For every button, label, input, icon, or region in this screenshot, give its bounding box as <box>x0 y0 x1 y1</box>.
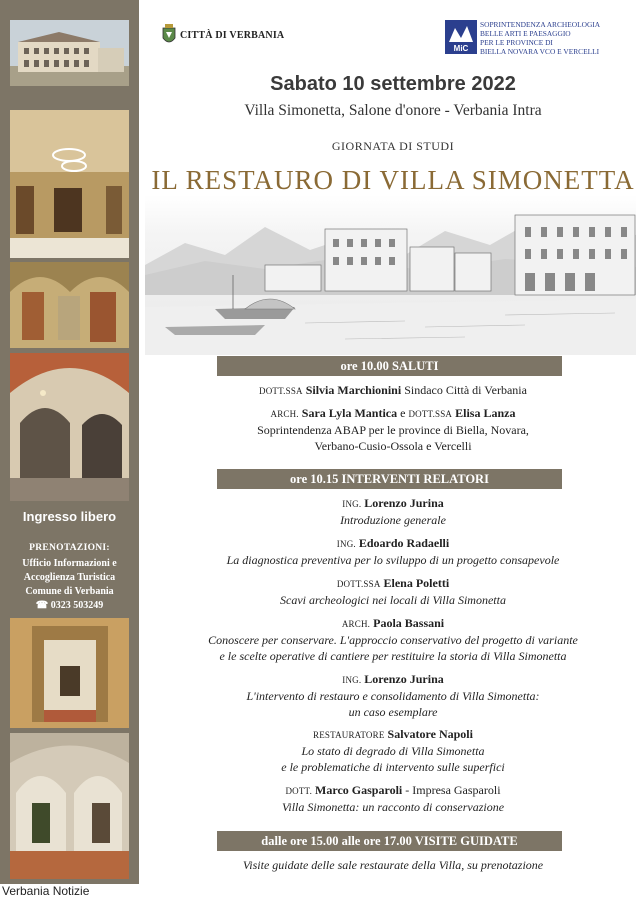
speaker-topic: Introduzione generale <box>340 513 446 527</box>
visite-band: dalle ore 15.00 alle ore 17.00 VISITE GUIDATE <box>217 831 562 851</box>
event-title: IL RESTAURO DI VILLA SIMONETTA <box>151 165 635 195</box>
city-crest-icon <box>162 24 176 46</box>
speaker-title: ING. <box>342 675 362 685</box>
speaker-title: ARCH. <box>270 409 299 419</box>
speaker-title: RESTAURATORE <box>313 730 385 740</box>
speaker-topic: La diagnostica preventiva per lo sviluppo di un progetto consapevole <box>226 553 560 567</box>
speaker-block <box>150 615 636 664</box>
vaulted-corridor-photo <box>10 353 129 501</box>
phone-number: 0323 503249 <box>50 600 104 611</box>
credit-text: Verbania Notizie <box>2 884 90 898</box>
speaker-name: Elisa Lanza <box>455 406 516 420</box>
speaker-topic: Scavi archeologici nei locali di Villa Simonetta <box>280 593 506 607</box>
mic-logo-text: MiC <box>453 44 469 53</box>
saluti-speaker-1 <box>150 382 636 399</box>
sop-logo-line: BIELLA NOVARA VCO E VERCELLI <box>480 47 600 56</box>
speaker-name: Silvia Marchionini <box>305 383 402 397</box>
speaker-title: ING. <box>336 539 356 549</box>
speaker-name: Lorenzo Jurina <box>364 672 444 686</box>
prenotazioni-line: Accoglienza Turistica <box>23 572 116 583</box>
speaker-name: Elena Poletti <box>383 576 450 590</box>
speaker-role: Verbano-Cusio-Ossola e Vercelli <box>314 439 472 453</box>
doorways-photo <box>10 262 129 348</box>
speaker-topic: un caso esemplare <box>348 705 438 719</box>
ingresso-libero: Ingresso libero <box>22 509 117 524</box>
speaker-block <box>150 782 636 815</box>
arched-hall-photo <box>10 733 129 879</box>
speaker-name: Lorenzo Jurina <box>364 496 444 510</box>
saluti-band: ore 10.00 SALUTI <box>217 356 562 376</box>
visite-text: Visite guidate delle sale restaurate della Villa, su prenotazione <box>242 858 544 872</box>
speaker-block <box>150 726 636 775</box>
event-type: GIORNATA DI STUDI <box>331 139 455 153</box>
speaker-and: e <box>400 406 406 420</box>
doorway-frame-photo <box>10 618 129 728</box>
prenotazioni-line: Comune di Verbania <box>25 586 114 597</box>
phone-line <box>0 599 139 613</box>
speaker-topic: e le scelte operative di cantiere per restituire la storia di Villa Simonetta <box>219 649 567 663</box>
event-date: Sabato 10 settembre 2022 <box>270 73 516 95</box>
speaker-title: DOTT.SSA <box>408 409 453 419</box>
speaker-topic: L'intervento di restauro e consolidamento di Villa Simonetta: <box>246 689 540 703</box>
speaker-title: DOTT. <box>285 786 313 796</box>
speaker-topic: Conoscere per conservare. L'approccio conservativo del progetto di variante <box>208 633 578 647</box>
speaker-block <box>150 671 636 720</box>
speaker-topic: e le problematiche di intervento sulle superfici <box>281 760 505 774</box>
speaker-name: Marco Gasparoli <box>315 783 403 797</box>
mic-logo-icon <box>445 20 477 54</box>
phone-icon: ☎ <box>35 600 49 611</box>
speaker-name: Sara Lyla Mantica <box>301 406 398 420</box>
speaker-topic: Lo stato di degrado di Villa Simonetta <box>301 744 485 758</box>
sop-logo-line: SOPRINTENDENZA ARCHEOLOGIA <box>480 20 601 29</box>
speaker-title: DOTT.SSA <box>336 579 381 589</box>
saluti-speaker-2 <box>150 405 636 454</box>
villa-exterior-photo <box>10 20 129 86</box>
speaker-block <box>150 575 636 608</box>
city-logo-text: CITTÀ DI VERBANIA <box>180 29 285 41</box>
sop-logo-line: PER LE PROVINCE DI <box>480 38 553 47</box>
speaker-title: DOTT.SSA <box>259 386 303 396</box>
salone-interior-photo <box>10 110 129 258</box>
speaker-title: ING. <box>342 499 362 509</box>
speaker-topic: Villa Simonetta: un racconto di conservazione <box>281 800 505 814</box>
speaker-role: Sindaco Città di Verbania <box>404 383 527 397</box>
lakefront-sketch-illustration <box>145 195 636 355</box>
speaker-block <box>150 495 636 528</box>
soprintendenza-logo <box>445 20 600 56</box>
speaker-name: Paola Bassani <box>373 616 445 630</box>
speaker-name: Edoardo Radaelli <box>358 536 450 550</box>
speaker-affiliation: - Impresa Gasparoli <box>405 783 501 797</box>
prenotazioni-line: Ufficio Informazioni e <box>22 558 117 569</box>
prenotazioni-box <box>0 541 139 613</box>
sop-logo-line: BELLE ARTI E PAESAGGIO <box>480 29 571 38</box>
speaker-name: Salvatore Napoli <box>387 727 473 741</box>
speaker-title: ARCH. <box>341 619 371 629</box>
speaker-block <box>150 535 636 568</box>
speaker-role: Soprintendenza ABAP per le province di Biella, Novara, <box>257 423 529 437</box>
event-venue: Villa Simonetta, Salone d'onore - Verbania Intra <box>244 102 542 119</box>
prenotazioni-title: PRENOTAZIONI: <box>29 543 110 553</box>
interventi-band: ore 10.15 INTERVENTI RELATORI <box>217 469 562 489</box>
citta-verbania-logo <box>162 24 284 46</box>
